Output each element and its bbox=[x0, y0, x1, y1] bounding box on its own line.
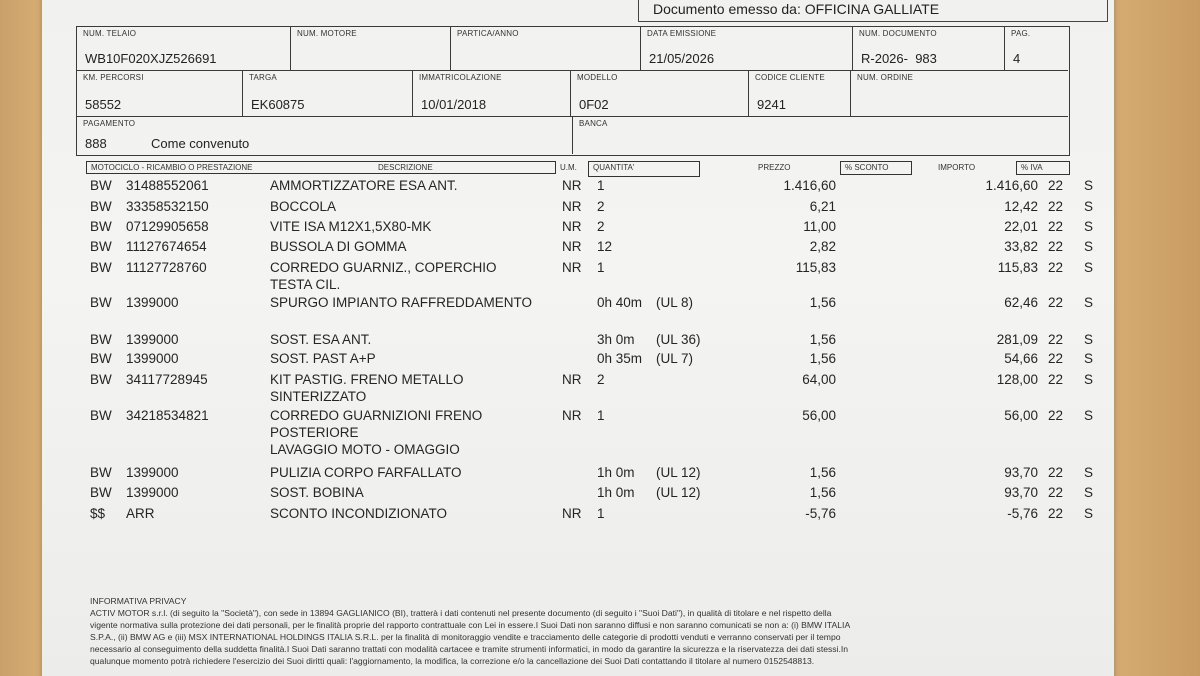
item-quantity: 0h 35m bbox=[597, 351, 643, 366]
item-flag: S bbox=[1084, 465, 1094, 480]
item-ul: (UL 12) bbox=[656, 485, 701, 500]
invoice-page bbox=[42, 0, 1114, 676]
item-price: 1,56 bbox=[809, 351, 836, 366]
item-code: BW bbox=[90, 260, 112, 275]
item-number: 33358532150 bbox=[126, 199, 209, 214]
item-number: 07129905658 bbox=[126, 219, 209, 234]
item-ul: (UL 12) bbox=[656, 465, 701, 480]
item-iva: 22 bbox=[1048, 199, 1064, 214]
item-flag: S bbox=[1084, 178, 1094, 193]
item-number: 1399000 bbox=[126, 295, 179, 310]
item-um: NR bbox=[562, 372, 582, 387]
motore-label: NUM. MOTORE bbox=[297, 29, 357, 38]
col-importo: IMPORTO bbox=[938, 163, 976, 172]
item-flag: S bbox=[1084, 332, 1094, 347]
targa-cell bbox=[243, 71, 413, 117]
item-code: BW bbox=[90, 485, 112, 500]
item-number: 1399000 bbox=[126, 332, 179, 347]
targa-value: EK60875 bbox=[251, 97, 305, 112]
item-price: 11,00 bbox=[803, 219, 836, 234]
item-code: $$ bbox=[90, 506, 106, 521]
pag-label: PAG. bbox=[1011, 29, 1031, 38]
item-iva: 22 bbox=[1048, 465, 1064, 480]
item-price: 56,00 bbox=[802, 408, 836, 423]
modello-cell bbox=[571, 71, 749, 117]
pagamento-code: 888 bbox=[85, 136, 107, 151]
codice-cliente-cell bbox=[749, 71, 851, 117]
item-price: 1,56 bbox=[809, 295, 836, 310]
item-code: BW bbox=[90, 372, 112, 387]
item-description: SOST. BOBINA bbox=[270, 485, 364, 500]
targa-label: TARGA bbox=[249, 73, 277, 82]
issuer-box: Documento emesso da: OFFICINA GALLIATE bbox=[638, 0, 1108, 22]
item-price: 1,56 bbox=[809, 332, 836, 347]
item-flag: S bbox=[1084, 295, 1094, 310]
data-emissione-cell bbox=[641, 27, 853, 71]
item-quantity: 2 bbox=[597, 219, 605, 234]
item-code: BW bbox=[90, 239, 112, 254]
item-importo: 22,01 bbox=[1004, 219, 1038, 234]
item-iva: 22 bbox=[1048, 260, 1064, 275]
item-um: NR bbox=[562, 178, 582, 193]
num-ordine-cell bbox=[851, 71, 1068, 117]
item-description: KIT PASTIG. FRENO METALLO bbox=[270, 372, 464, 387]
item-description: PULIZIA CORPO FARFALLATO bbox=[270, 465, 462, 480]
item-description-continued: SINTERIZZATO bbox=[270, 389, 367, 404]
item-description: SCONTO INCONDIZIONATO bbox=[270, 506, 448, 521]
item-flag: S bbox=[1084, 219, 1094, 234]
item-quantity: 2 bbox=[597, 372, 605, 387]
header-grid bbox=[76, 26, 1070, 156]
item-flag: S bbox=[1084, 372, 1094, 387]
item-ul: (UL 7) bbox=[656, 351, 694, 366]
item-number: 1399000 bbox=[126, 485, 179, 500]
pag-cell bbox=[1005, 27, 1068, 71]
item-price: 1,56 bbox=[809, 465, 836, 480]
item-description-continued: LAVAGGIO MOTO - OMAGGIO bbox=[270, 442, 460, 457]
item-flag: S bbox=[1084, 506, 1094, 521]
telaio-label: NUM. TELAIO bbox=[83, 29, 137, 38]
item-price: 6,21 bbox=[809, 199, 836, 214]
item-description: AMMORTIZZATORE ESA ANT. bbox=[270, 178, 458, 193]
motore-cell bbox=[291, 27, 451, 71]
item-quantity: 1 bbox=[597, 260, 605, 275]
item-quantity: 1h 0m bbox=[597, 465, 635, 480]
immatricolazione-label: IMMATRICOLAZIONE bbox=[419, 73, 502, 82]
banca-cell bbox=[573, 117, 1068, 154]
item-code: BW bbox=[90, 332, 112, 347]
col-iva: % IVA bbox=[1016, 161, 1070, 175]
item-quantity: 1 bbox=[597, 178, 605, 193]
item-quantity: 12 bbox=[597, 239, 613, 254]
item-iva: 22 bbox=[1048, 485, 1064, 500]
privacy-line: S.P.A., (ii) BMW AG e (iii) MSX INTERNATIONAL HOLDINGS ITALIA S.R.L. per la finalità di monitoraggio vendite e tracciamento delle categorie di prodotti venduti e verranno conservati per il tempo bbox=[90, 632, 841, 642]
item-flag: S bbox=[1084, 351, 1094, 366]
item-quantity: 1h 0m bbox=[597, 485, 635, 500]
item-code: BW bbox=[90, 199, 112, 214]
item-flag: S bbox=[1084, 239, 1094, 254]
item-number: 11127728760 bbox=[126, 260, 207, 275]
data-emissione-label: DATA EMISSIONE bbox=[647, 29, 717, 38]
item-price: 64,00 bbox=[802, 372, 836, 387]
codice-cliente-value: 9241 bbox=[757, 97, 786, 112]
col-prezzo: PREZZO bbox=[758, 163, 791, 172]
privacy-line: vigente normativa sulla protezione dei dati personali, per le finalità proprie del rapporto contrattuale con Lei in essere.I Suoi Dati non saranno diffusi e non saranno comunicati se non a: (i) BMW ITALIA bbox=[90, 620, 851, 630]
privacy-line: qualunque momento potrà richiedere l'esercizio dei Suoi diritti quali: l'aggiornamento, la modifica, la correzione e/o la cancellazione dei Suoi Dati contattando il titolare al numero 0152548813. bbox=[90, 656, 815, 666]
item-flag: S bbox=[1084, 408, 1094, 423]
col-um: U.M. bbox=[560, 163, 577, 172]
modello-value: 0F02 bbox=[579, 97, 609, 112]
privacy-title: INFORMATIVA PRIVACY bbox=[90, 596, 187, 606]
item-quantity: 1 bbox=[597, 408, 605, 423]
item-code: BW bbox=[90, 408, 112, 423]
item-iva: 22 bbox=[1048, 332, 1064, 347]
item-ul: (UL 36) bbox=[656, 332, 701, 347]
item-quantity: 2 bbox=[597, 199, 605, 214]
item-description: CORREDO GUARNIZIONI FRENO bbox=[270, 408, 483, 423]
item-importo: 62,46 bbox=[1004, 295, 1038, 310]
item-description: SOST. PAST A+P bbox=[270, 351, 376, 366]
km-cell bbox=[77, 71, 243, 117]
km-label: KM. PERCORSI bbox=[83, 73, 144, 82]
num-documento-label: NUM. DOCUMENTO bbox=[859, 29, 937, 38]
pagamento-value: Come convenuto bbox=[151, 136, 250, 151]
item-description-continued: TESTA CIL. bbox=[270, 277, 341, 292]
item-price: 2,82 bbox=[809, 239, 836, 254]
item-importo: 93,70 bbox=[1004, 465, 1038, 480]
num-documento-cell bbox=[853, 27, 1005, 71]
item-um: NR bbox=[562, 219, 582, 234]
item-number: ARR bbox=[126, 506, 155, 521]
item-description: CORREDO GUARNIZ., COPERCHIO bbox=[270, 260, 497, 275]
item-code: BW bbox=[90, 219, 112, 234]
item-um: NR bbox=[562, 199, 582, 214]
item-code: BW bbox=[90, 465, 112, 480]
item-number: 31488552061 bbox=[126, 178, 209, 193]
pagamento-label: PAGAMENTO bbox=[83, 119, 136, 128]
item-description: BUSSOLA DI GOMMA bbox=[270, 239, 407, 254]
partita-label: PARTICA/ANNO bbox=[457, 29, 519, 38]
item-um: NR bbox=[562, 239, 582, 254]
item-importo: 1.416,60 bbox=[985, 178, 1038, 193]
item-iva: 22 bbox=[1048, 178, 1064, 193]
telaio-cell bbox=[77, 27, 291, 71]
data-emissione-value: 21/05/2026 bbox=[649, 51, 715, 66]
item-iva: 22 bbox=[1048, 219, 1064, 234]
item-number: 1399000 bbox=[126, 465, 179, 480]
item-importo: 33,82 bbox=[1004, 239, 1038, 254]
item-importo: 115,83 bbox=[997, 260, 1038, 275]
item-flag: S bbox=[1084, 485, 1094, 500]
item-number: 11127674654 bbox=[126, 239, 207, 254]
pagamento-cell bbox=[77, 117, 573, 154]
item-code: BW bbox=[90, 295, 112, 310]
item-description: SPURGO IMPIANTO RAFFREDDAMENTO bbox=[270, 295, 533, 310]
immatricolazione-cell bbox=[413, 71, 571, 117]
item-um: NR bbox=[562, 506, 582, 521]
item-code: BW bbox=[90, 178, 112, 193]
col-quantita: QUANTITA' bbox=[588, 161, 700, 177]
item-iva: 22 bbox=[1048, 372, 1064, 387]
item-number: 34117728945 bbox=[126, 372, 208, 387]
km-value: 58552 bbox=[85, 97, 122, 112]
item-iva: 22 bbox=[1048, 351, 1064, 366]
item-description: BOCCOLA bbox=[270, 199, 337, 214]
privacy-line: ACTIV MOTOR s.r.l. (di seguito la "Società"), con sede in 13894 GAGLIANICO (BI), tratterà i dati contenuti nel presente documento (di seguito i "Suoi Dati"), in qualità di titolare e nel rispetto della bbox=[90, 608, 832, 618]
item-code: BW bbox=[90, 351, 112, 366]
item-um: NR bbox=[562, 260, 582, 275]
banca-label: BANCA bbox=[579, 119, 608, 128]
item-importo: 54,66 bbox=[1004, 351, 1038, 366]
item-iva: 22 bbox=[1048, 239, 1064, 254]
item-flag: S bbox=[1084, 260, 1094, 275]
item-price: 1,56 bbox=[809, 485, 836, 500]
item-iva: 22 bbox=[1048, 506, 1064, 521]
col-sconto: % SCONTO bbox=[840, 161, 912, 175]
item-importo: 56,00 bbox=[1004, 408, 1038, 423]
item-importo: -5,76 bbox=[1007, 506, 1038, 521]
privacy-notice bbox=[90, 595, 1080, 667]
telaio-value: WB10F020XJZ526691 bbox=[85, 51, 217, 66]
item-number: 1399000 bbox=[126, 351, 179, 366]
item-description-continued: POSTERIORE bbox=[270, 425, 359, 440]
modello-label: MODELLO bbox=[577, 73, 618, 82]
partita-cell bbox=[451, 27, 641, 71]
item-iva: 22 bbox=[1048, 408, 1064, 423]
item-importo: 128,00 bbox=[996, 372, 1038, 387]
item-quantity: 3h 0m bbox=[597, 332, 635, 347]
item-iva: 22 bbox=[1048, 295, 1064, 310]
item-ul: (UL 8) bbox=[656, 295, 694, 310]
item-price: 1.416,60 bbox=[783, 178, 836, 193]
item-importo: 12,42 bbox=[1004, 199, 1038, 214]
item-description: VITE ISA M12X1,5X80-MK bbox=[270, 219, 432, 234]
item-quantity: 0h 40m bbox=[597, 295, 643, 310]
pag-value: 4 bbox=[1013, 51, 1021, 66]
item-price: -5,76 bbox=[805, 506, 836, 521]
privacy-line: necessario al conseguimento della suddetta finalità.I Suoi Dati saranno trattati con modalità cartacee e tramite strumenti informatici, in modo da garantire la sicurezza e la riservatezza dei dati stessi.In bbox=[90, 644, 849, 654]
col-descrizione: DESCRIZIONE bbox=[378, 163, 433, 172]
immatricolazione-value: 10/01/2018 bbox=[421, 97, 487, 112]
item-um: NR bbox=[562, 408, 582, 423]
item-flag: S bbox=[1084, 199, 1094, 214]
item-quantity: 1 bbox=[597, 506, 605, 521]
num-documento-value: R-2026- 983 bbox=[861, 51, 937, 66]
item-importo: 93,70 bbox=[1004, 485, 1038, 500]
item-description: SOST. ESA ANT. bbox=[270, 332, 372, 347]
col-articolo: MOTOCICLO - RICAMBIO O PRESTAZIONE bbox=[86, 161, 556, 174]
codice-cliente-label: CODICE CLIENTE bbox=[755, 73, 825, 82]
item-price: 115,83 bbox=[795, 260, 836, 275]
item-importo: 281,09 bbox=[996, 332, 1038, 347]
item-number: 34218534821 bbox=[126, 408, 209, 423]
num-ordine-label: NUM. ORDINE bbox=[857, 73, 913, 82]
